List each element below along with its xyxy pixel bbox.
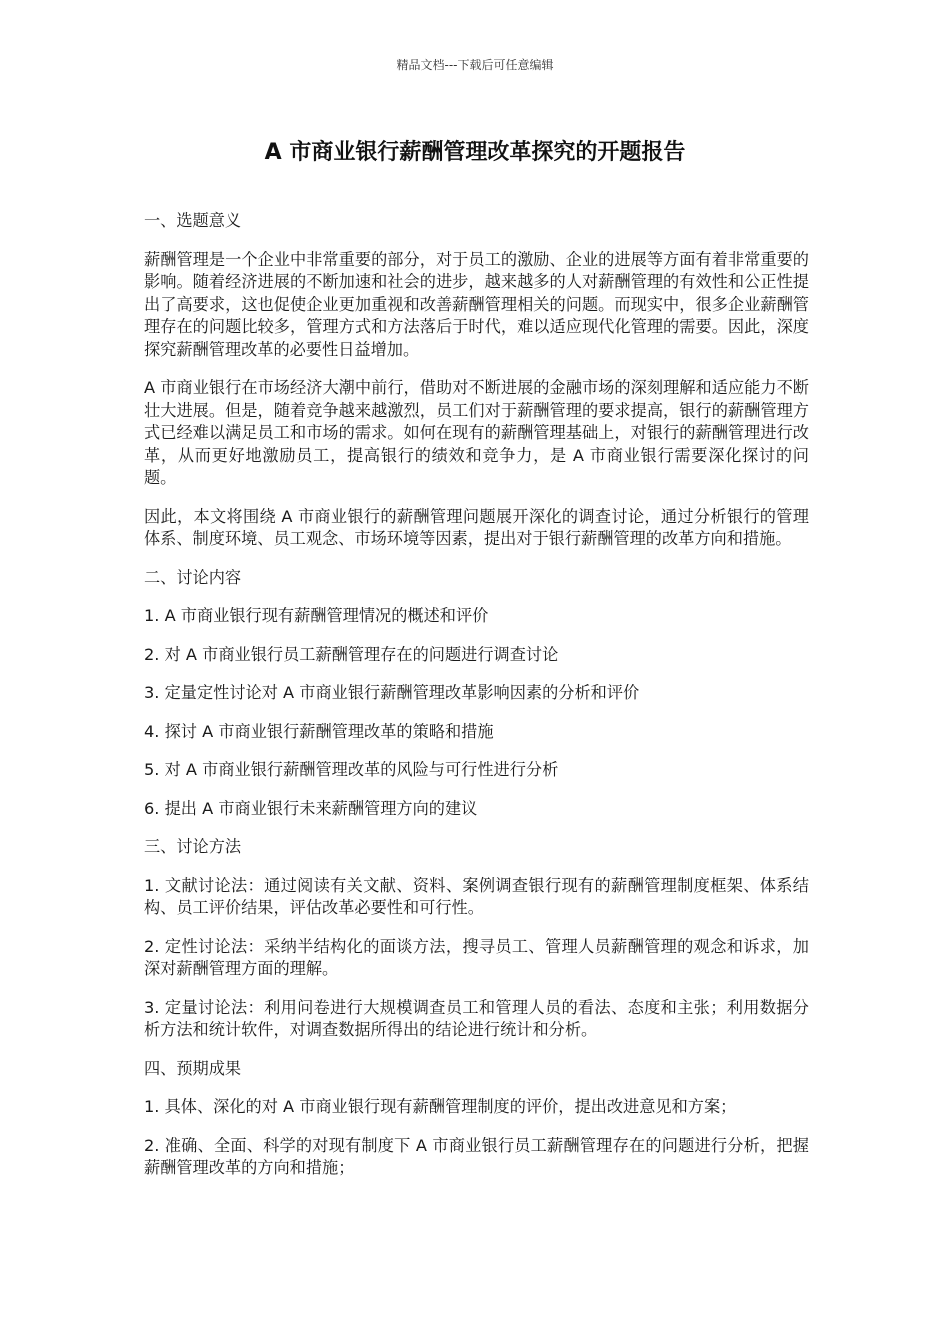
document-body	[144, 210, 809, 1196]
list-item: 2. 对 A 市商业银行员工薪酬管理存在的问题进行调查讨论	[144, 644, 559, 664]
section-heading-significance: 一、选题意义	[144, 211, 242, 230]
paragraph: A 市商业银行在市场经济大潮中前行，借助对不断进展的金融市场的深刻理解和适应能力不断壮大进展。但是，随着竞争越来越激烈，员工们对于薪酬管理的要求提高，银行的薪酬管理方式已经难以满足员工和市场的需求。如何在现有的薪酬管理基础上，对银行的薪酬管理进行改革，从而更好地激励员工，提高银行的绩效和竞争力，是 A 市商业银行需要深化探讨的问题。	[144, 378, 809, 487]
list-item: 6. 提出 A 市商业银行未来薪酬管理方向的建议	[144, 798, 478, 818]
list-item: 4. 探讨 A 市商业银行薪酬管理改革的策略和措施	[144, 721, 494, 741]
list-item: 1. A 市商业银行现有薪酬管理情况的概述和评价	[144, 606, 489, 625]
section-heading-expected-results: 四、预期成果	[144, 1058, 242, 1078]
paragraph: 薪酬管理是一个企业中非常重要的部分，对于员工的激励、企业的进展等方面有着非常重要的影响。随着经济进展的不断加速和社会的进步，越来越多的人对薪酬管理的有效性和公正性提出了高要求，这也促使企业更加重视和改善薪酬管理相关的问题。而现实中，很多企业薪酬管理存在的问题比较多，管理方式和方法落后于时代，难以适应现代化管理的需要。因此，深度探究薪酬管理改革的必要性日益增加。	[144, 249, 809, 359]
section-heading-content: 二、讨论内容	[144, 567, 242, 587]
document-title: A 市商业银行薪酬管理改革探究的开题报告	[264, 140, 686, 165]
section-heading-methods: 三、讨论方法	[144, 837, 242, 856]
list-item: 1. 具体、深化的对 A 市商业银行现有薪酬管理制度的评价，提出改进意见和方案；	[144, 1097, 737, 1116]
list-item: 5. 对 A 市商业银行薪酬管理改革的风险与可行性进行分析	[144, 760, 559, 779]
list-item: 2. 定性讨论法：采纳半结构化的面谈方法，搜寻员工、管理人员薪酬管理的观念和诉求，加深对薪酬管理方面的理解。	[144, 936, 809, 978]
list-item: 1. 文献讨论法：通过阅读有关文献、资料、案例调查银行现有的薪酬管理制度框架、体系结构、员工评价结果，评估改革必要性和可行性。	[144, 875, 809, 917]
list-item: 3. 定量定性讨论对 A 市商业银行薪酬管理改革影响因素的分析和评价	[144, 683, 640, 702]
running-header: 精品文档---下载后可任意编辑	[396, 58, 554, 72]
list-item: 3. 定量讨论法：利用问卷进行大规模调查员工和管理人员的看法、态度和主张；利用数据分析方法和统计软件，对调查数据所得出的结论进行统计和分析。	[144, 997, 809, 1039]
list-item: 2. 准确、全面、科学的对现有制度下 A 市商业银行员工薪酬管理存在的问题进行分析，把握薪酬管理改革的方向和措施；	[144, 1135, 809, 1177]
paragraph: 因此，本文将围绕 A 市商业银行的薪酬管理问题展开深化的调查讨论，通过分析银行的管理体系、制度环境、员工观念、市场环境等因素，提出对于银行薪酬管理的改革方向和措施。	[144, 506, 809, 548]
